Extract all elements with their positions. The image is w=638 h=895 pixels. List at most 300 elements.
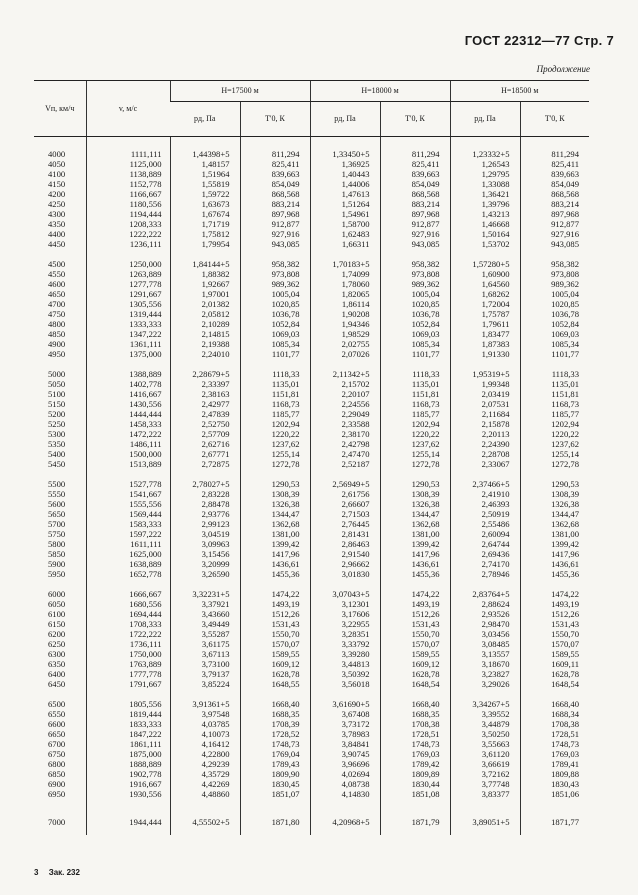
cell-vp: 6000	[48, 589, 66, 599]
table-row	[34, 309, 589, 319]
cell-p3: 2,33067	[450, 459, 520, 469]
cell-p3: 1,72004	[450, 299, 520, 309]
cell-p1: 4,16412	[170, 739, 240, 749]
cell-p3: 2,55486	[450, 519, 520, 529]
cell-t1: 868,568	[240, 189, 310, 199]
cell-p1: 1,51964	[170, 169, 240, 179]
cell-t1: 1399,42	[240, 539, 310, 549]
cell-t1: 1609,12	[240, 659, 310, 669]
cell-p2: 1,58700	[310, 219, 380, 229]
cell-t1: 1512,26	[240, 609, 310, 619]
cell-p2: 1,66311	[310, 239, 380, 249]
col-header-v: v, м/с	[86, 81, 170, 137]
cell-t1: 1326,38	[240, 499, 310, 509]
cell-p1: 2,99123	[170, 519, 240, 529]
cell-p2: 3,33792	[310, 639, 380, 649]
cell-v: 1291,667	[86, 289, 170, 299]
cell-vp: 5000	[48, 369, 66, 379]
cell-t1: 1069,03	[240, 329, 310, 339]
cell-p3: 1,75787	[450, 309, 520, 319]
cell-t3: 1399,42	[520, 539, 589, 549]
table-row	[34, 809, 589, 835]
table-row	[34, 779, 589, 789]
cell-p1: 1,48157	[170, 159, 240, 169]
cell-t2: 1417,96	[380, 549, 450, 559]
cell-p3: 2,24390	[450, 439, 520, 449]
cell-t2: 897,968	[380, 209, 450, 219]
cell-p2: 3,61690+5	[310, 699, 380, 709]
cell-t3: 1570,07	[520, 639, 589, 649]
cell-p1: 2,01382	[170, 299, 240, 309]
cell-t1: 1748,73	[240, 739, 310, 749]
table-row	[34, 479, 589, 489]
cell-vp: 6250	[48, 639, 66, 649]
cell-t1: 1255,14	[240, 449, 310, 459]
cell-v: 1805,556	[86, 699, 170, 709]
cell-t2: 1728,51	[380, 729, 450, 739]
cell-t1: 1589,55	[240, 649, 310, 659]
cell-p3: 1,87383	[450, 339, 520, 349]
cell-vp: 6500	[48, 699, 66, 709]
cell-v: 1402,778	[86, 379, 170, 389]
cell-p1: 3,09963	[170, 539, 240, 549]
cell-v: 1236,111	[86, 239, 170, 249]
cell-p1: 2,57709	[170, 429, 240, 439]
cell-p3: 3,50250	[450, 729, 520, 739]
cell-p2: 2,76445	[310, 519, 380, 529]
cell-t1: 1344,47	[240, 509, 310, 519]
cell-t2: 1531,43	[380, 619, 450, 629]
cell-p3: 3,66619	[450, 759, 520, 769]
cell-v: 1944,444	[86, 809, 170, 835]
cell-vp: 6650	[48, 729, 66, 739]
cell-p2: 3,56018	[310, 679, 380, 689]
cell-v: 1180,556	[86, 199, 170, 209]
cell-vp: 5250	[48, 419, 66, 429]
cell-v: 1777,778	[86, 669, 170, 679]
cell-p2: 2,42798	[310, 439, 380, 449]
cell-t1: 912,877	[240, 219, 310, 229]
cell-vp: 5100	[48, 389, 66, 399]
table-row	[34, 259, 589, 269]
table-row	[34, 349, 589, 359]
table-row	[34, 209, 589, 219]
cell-p2: 3,84841	[310, 739, 380, 749]
table-row	[34, 189, 589, 199]
cell-p1: 1,67674	[170, 209, 240, 219]
sub-header-pressure: pд, Па	[310, 102, 380, 137]
cell-p3: 2,98470	[450, 619, 520, 629]
cell-v: 1638,889	[86, 559, 170, 569]
cell-t2: 1493,19	[380, 599, 450, 609]
cell-vp: 6100	[48, 609, 66, 619]
cell-v: 1263,889	[86, 269, 170, 279]
cell-t3: 1789,41	[520, 759, 589, 769]
table-row	[34, 499, 589, 509]
cell-t2: 1220,22	[380, 429, 450, 439]
cell-t3: 854,049	[520, 179, 589, 189]
cell-t2: 1036,78	[380, 309, 450, 319]
cell-p1: 2,67771	[170, 449, 240, 459]
cell-t2: 1455,36	[380, 569, 450, 579]
cell-p2: 1,90208	[310, 309, 380, 319]
table-row	[34, 459, 589, 469]
cell-vp: 5350	[48, 439, 66, 449]
cell-p3: 2,83764+5	[450, 589, 520, 599]
cell-t1: 1493,19	[240, 599, 310, 609]
table-row	[34, 399, 589, 409]
cell-p1: 1,92667	[170, 279, 240, 289]
cell-t2: 1272,78	[380, 459, 450, 469]
cell-p2: 2,71503	[310, 509, 380, 519]
cell-p3: 2,15878	[450, 419, 520, 429]
cell-p1: 1,59722	[170, 189, 240, 199]
cell-t3: 1748,73	[520, 739, 589, 749]
cell-t2: 943,085	[380, 239, 450, 249]
cell-t2: 1005,04	[380, 289, 450, 299]
cell-v: 1375,000	[86, 349, 170, 359]
cell-p2: 2,15702	[310, 379, 380, 389]
cell-t2: 1708,38	[380, 719, 450, 729]
cell-v: 1347,222	[86, 329, 170, 339]
cell-p1: 2,19388	[170, 339, 240, 349]
cell-v: 1430,556	[86, 399, 170, 409]
table-row	[34, 539, 589, 549]
cell-t2: 825,411	[380, 159, 450, 169]
table-row	[34, 439, 589, 449]
cell-vp: 4350	[48, 219, 66, 229]
cell-t3: 973,808	[520, 269, 589, 279]
cell-t3: 1005,04	[520, 289, 589, 299]
cell-p2: 3,07043+5	[310, 589, 380, 599]
cell-t3: 1085,34	[520, 339, 589, 349]
cell-v: 1166,667	[86, 189, 170, 199]
cell-vp: 4450	[48, 239, 66, 249]
cell-p1: 2,24010	[170, 349, 240, 359]
table-row	[34, 279, 589, 289]
sub-header-pressure: pд, Па	[170, 102, 240, 137]
cell-p1: 3,43660	[170, 609, 240, 619]
cell-p3: 1,26543	[450, 159, 520, 169]
cell-p1: 2,28679+5	[170, 369, 240, 379]
cell-p3: 3,72162	[450, 769, 520, 779]
group-spacer	[34, 359, 589, 369]
cell-vp: 4950	[48, 349, 66, 359]
cell-v: 1111,111	[86, 137, 170, 160]
cell-p3: 3,55663	[450, 739, 520, 749]
cell-p2: 3,78983	[310, 729, 380, 739]
cell-p1: 1,71719	[170, 219, 240, 229]
cell-p1: 3,04519	[170, 529, 240, 539]
cell-t3: 1648,54	[520, 679, 589, 689]
cell-p1: 2,72875	[170, 459, 240, 469]
cell-t2: 1085,34	[380, 339, 450, 349]
table-row	[34, 299, 589, 309]
table-row	[34, 389, 589, 399]
cell-v: 1305,556	[86, 299, 170, 309]
cell-p2: 1,51264	[310, 199, 380, 209]
cell-t1: 1151,81	[240, 389, 310, 399]
cell-t2: 1344,47	[380, 509, 450, 519]
cell-t2: 1135,01	[380, 379, 450, 389]
cell-v: 1694,444	[86, 609, 170, 619]
cell-p1: 1,88382	[170, 269, 240, 279]
table-row	[34, 219, 589, 229]
cell-t1: 1020,85	[240, 299, 310, 309]
cell-vp: 4400	[48, 229, 66, 239]
cell-vp: 4700	[48, 299, 66, 309]
cell-p3: 1,46668	[450, 219, 520, 229]
cell-v: 1750,000	[86, 649, 170, 659]
cell-p2: 3,73172	[310, 719, 380, 729]
table-row	[34, 699, 589, 709]
table-row	[34, 519, 589, 529]
cell-t1: 1708,39	[240, 719, 310, 729]
cell-t1: 958,382	[240, 259, 310, 269]
cell-vp: 6900	[48, 779, 66, 789]
table-row	[34, 719, 589, 729]
sub-header-pressure: pд, Па	[450, 102, 520, 137]
cell-p1: 3,55287	[170, 629, 240, 639]
cell-t2: 1830,44	[380, 779, 450, 789]
cell-vp: 4500	[48, 259, 66, 269]
table-row	[34, 179, 589, 189]
table-row	[34, 489, 589, 499]
cell-t1: 1871,80	[240, 809, 310, 835]
cell-v: 1597,222	[86, 529, 170, 539]
cell-t3: 897,968	[520, 209, 589, 219]
cell-vp: 6450	[48, 679, 66, 689]
cell-t2: 1326,38	[380, 499, 450, 509]
cell-t3: 989,362	[520, 279, 589, 289]
cell-t1: 1688,35	[240, 709, 310, 719]
cell-p1: 2,88478	[170, 499, 240, 509]
cell-v: 1527,778	[86, 479, 170, 489]
table-row	[34, 789, 589, 799]
cell-p3: 3,13557	[450, 649, 520, 659]
cell-p3: 2,41910	[450, 489, 520, 499]
sub-header-temperature: T'0, К	[520, 102, 589, 137]
cell-vp: 5400	[48, 449, 66, 459]
cell-t2: 1185,77	[380, 409, 450, 419]
continuation-label: Продолжение	[536, 64, 590, 74]
cell-t2: 854,049	[380, 179, 450, 189]
cell-t1: 1308,39	[240, 489, 310, 499]
cell-v: 1277,778	[86, 279, 170, 289]
cell-t2: 1570,07	[380, 639, 450, 649]
cell-v: 1569,444	[86, 509, 170, 519]
cell-p3: 1,36421	[450, 189, 520, 199]
cell-t2: 1052,84	[380, 319, 450, 329]
cell-p3: 1,64560	[450, 279, 520, 289]
cell-v: 1875,000	[86, 749, 170, 759]
cell-t3: 1688,34	[520, 709, 589, 719]
cell-p2: 3,17606	[310, 609, 380, 619]
cell-vp: 5600	[48, 499, 66, 509]
cell-p1: 1,79954	[170, 239, 240, 249]
cell-t3: 1052,84	[520, 319, 589, 329]
cell-t2: 1381,00	[380, 529, 450, 539]
cell-v: 1680,556	[86, 599, 170, 609]
cell-v: 1416,667	[86, 389, 170, 399]
cell-p3: 1,53702	[450, 239, 520, 249]
cell-t2: 1101,77	[380, 349, 450, 359]
cell-vp: 5700	[48, 519, 66, 529]
cell-t1: 1085,34	[240, 339, 310, 349]
cell-t1: 1474,22	[240, 589, 310, 599]
data-table	[34, 80, 589, 835]
table-row	[34, 319, 589, 329]
cell-vp: 6300	[48, 649, 66, 659]
cell-t2: 811,294	[380, 137, 450, 160]
cell-t2: 1648,54	[380, 679, 450, 689]
table-row	[34, 729, 589, 739]
table-row	[34, 409, 589, 419]
cell-p3: 2,28708	[450, 449, 520, 459]
cell-vp: 4900	[48, 339, 66, 349]
cell-t3: 1255,14	[520, 449, 589, 459]
table-row	[34, 639, 589, 649]
cell-t3: 1202,94	[520, 419, 589, 429]
cell-t1: 1362,68	[240, 519, 310, 529]
cell-p1: 1,55819	[170, 179, 240, 189]
cell-p1: 1,63673	[170, 199, 240, 209]
cell-vp: 5450	[48, 459, 66, 469]
cell-t2: 1399,42	[380, 539, 450, 549]
table-row	[34, 329, 589, 339]
cell-p2: 1,74099	[310, 269, 380, 279]
page-title: ГОСТ 22312—77 Стр. 7	[464, 33, 614, 48]
col-header-vp: Vп, км/ч	[34, 81, 86, 137]
cell-t1: 1648,55	[240, 679, 310, 689]
cell-p2: 2,29049	[310, 409, 380, 419]
cell-t3: 1708,38	[520, 719, 589, 729]
cell-v: 1138,889	[86, 169, 170, 179]
cell-vp: 4050	[48, 159, 66, 169]
cell-t3: 1118,33	[520, 369, 589, 379]
cell-p1: 2,14815	[170, 329, 240, 339]
cell-p1: 1,84144+5	[170, 259, 240, 269]
cell-p2: 1,98529	[310, 329, 380, 339]
table-row	[34, 629, 589, 639]
cell-t1: 1118,33	[240, 369, 310, 379]
cell-p3: 2,78946	[450, 569, 520, 579]
cell-v: 1833,333	[86, 719, 170, 729]
cell-p3: 3,08485	[450, 639, 520, 649]
table-row	[34, 429, 589, 439]
cell-t1: 1531,43	[240, 619, 310, 629]
cell-p1: 2,38163	[170, 389, 240, 399]
sub-header-temperature: T'0, К	[380, 102, 450, 137]
cell-t1: 839,663	[240, 169, 310, 179]
cell-p2: 1,54961	[310, 209, 380, 219]
cell-t2: 958,382	[380, 259, 450, 269]
cell-p1: 2,42977	[170, 399, 240, 409]
group-header-h18500: H=18500 м	[450, 81, 589, 102]
cell-t1: 1185,77	[240, 409, 310, 419]
cell-p3: 1,33088	[450, 179, 520, 189]
cell-p2: 1,44006	[310, 179, 380, 189]
table-row	[34, 549, 589, 559]
cell-p3: 2,74170	[450, 559, 520, 569]
cell-t3: 1272,78	[520, 459, 589, 469]
cell-v: 1930,556	[86, 789, 170, 799]
group-spacer	[34, 469, 589, 479]
table-row	[34, 529, 589, 539]
cell-t1: 1290,53	[240, 479, 310, 489]
cell-t3: 883,214	[520, 199, 589, 209]
group-spacer	[34, 689, 589, 699]
cell-v: 1916,667	[86, 779, 170, 789]
cell-p2: 3,44813	[310, 659, 380, 669]
cell-vp: 6850	[48, 769, 66, 779]
cell-t3: 1290,53	[520, 479, 589, 489]
cell-t3: 958,382	[520, 259, 589, 269]
cell-t3: 1531,43	[520, 619, 589, 629]
cell-v: 1583,333	[86, 519, 170, 529]
table-row	[34, 599, 589, 609]
table-row	[34, 289, 589, 299]
cell-t3: 912,877	[520, 219, 589, 229]
table-row	[34, 369, 589, 379]
cell-p1: 3,67113	[170, 649, 240, 659]
table-row	[34, 509, 589, 519]
cell-t3: 1237,62	[520, 439, 589, 449]
cell-p3: 3,18670	[450, 659, 520, 669]
cell-t2: 973,808	[380, 269, 450, 279]
table-row	[34, 749, 589, 759]
cell-t2: 1202,94	[380, 419, 450, 429]
cell-t1: 1052,84	[240, 319, 310, 329]
cell-p3: 2,37466+5	[450, 479, 520, 489]
cell-p3: 1,50164	[450, 229, 520, 239]
cell-p1: 4,29239	[170, 759, 240, 769]
cell-t2: 1151,81	[380, 389, 450, 399]
footer	[34, 868, 88, 877]
table-row	[34, 419, 589, 429]
cell-t2: 1688,35	[380, 709, 450, 719]
cell-t2: 912,877	[380, 219, 450, 229]
cell-vp: 4300	[48, 209, 66, 219]
cell-t3: 1417,96	[520, 549, 589, 559]
cell-t2: 883,214	[380, 199, 450, 209]
cell-vp: 4800	[48, 319, 66, 329]
cell-v: 1333,333	[86, 319, 170, 329]
cell-p2: 3,90745	[310, 749, 380, 759]
cell-p1: 1,44398+5	[170, 137, 240, 160]
cell-vp: 6150	[48, 619, 66, 629]
cell-t3: 1069,03	[520, 329, 589, 339]
cell-t2: 989,362	[380, 279, 450, 289]
cell-p3: 1,91330	[450, 349, 520, 359]
cell-t3: 825,411	[520, 159, 589, 169]
cell-t3: 1609,11	[520, 659, 589, 669]
group-header-h18000: H=18000 м	[310, 81, 450, 102]
cell-vp: 6550	[48, 709, 66, 719]
cell-t3: 811,294	[520, 137, 589, 160]
cell-t2: 1474,22	[380, 589, 450, 599]
cell-p1: 4,48860	[170, 789, 240, 799]
cell-t2: 1668,40	[380, 699, 450, 709]
cell-t2: 1512,26	[380, 609, 450, 619]
cell-v: 1541,667	[86, 489, 170, 499]
cell-t2: 1308,39	[380, 489, 450, 499]
cell-p2: 2,96662	[310, 559, 380, 569]
cell-t3: 1101,77	[520, 349, 589, 359]
cell-t2: 1020,85	[380, 299, 450, 309]
cell-v: 1555,556	[86, 499, 170, 509]
cell-v: 1625,000	[86, 549, 170, 559]
